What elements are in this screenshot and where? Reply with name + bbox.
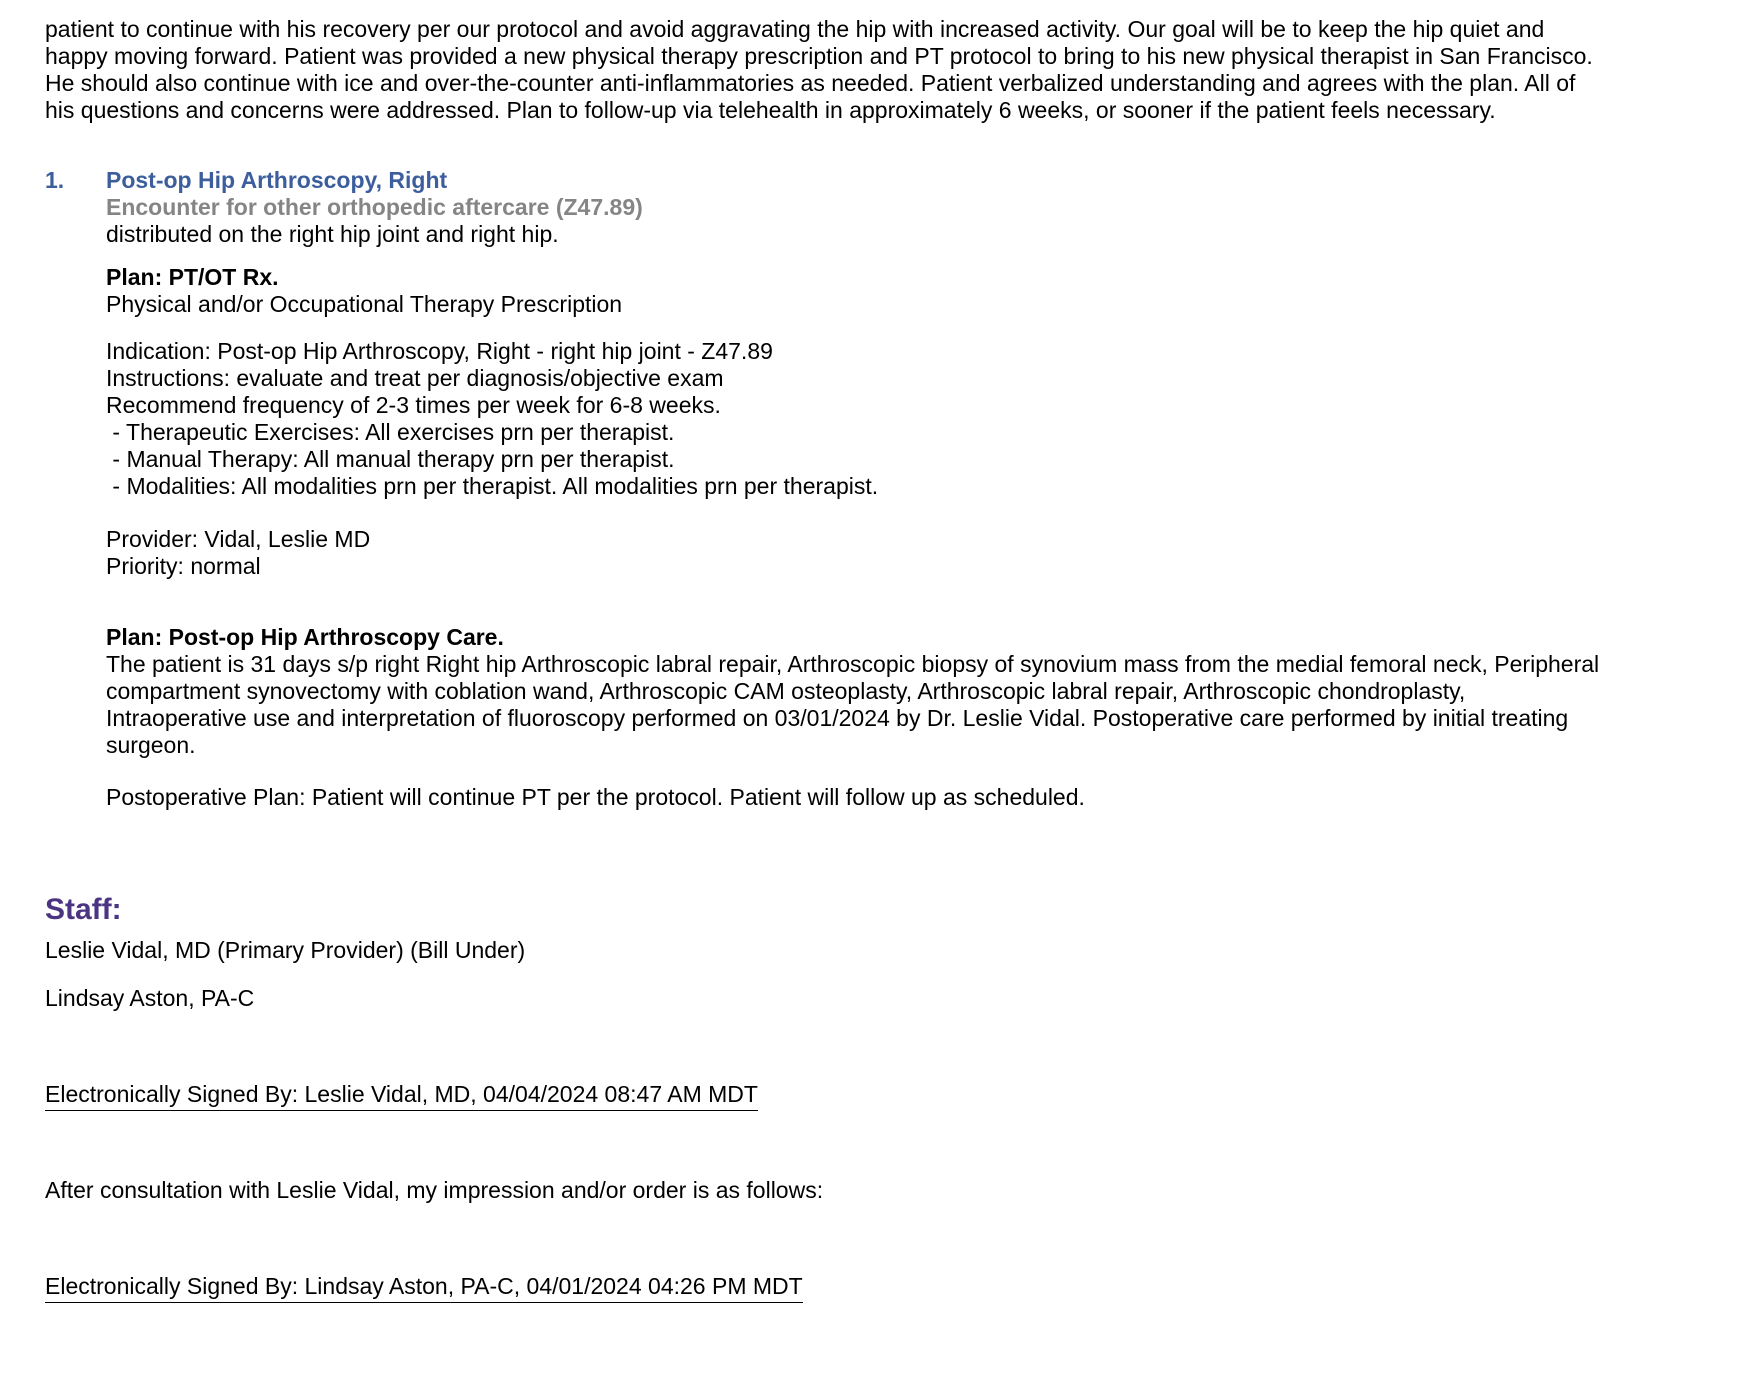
plan-pt-heading: Plan: PT/OT Rx. <box>106 264 279 290</box>
plan-pt-indication: Indication: Post-op Hip Arthroscopy, Right - right hip joint - Z47.89 <box>106 338 773 364</box>
intro-line: He should also continue with ice and over-the-counter anti-inflammatories as needed. Patient verbalized understanding and agrees with the plan. All of <box>45 70 1576 96</box>
plan-postop-heading: Plan: Post-op Hip Arthroscopy Care. <box>106 624 504 650</box>
problem-distribution: distributed on the right hip joint and right hip. <box>106 221 559 247</box>
intro-paragraph <box>45 16 1725 124</box>
staff-heading: Staff: <box>45 893 122 926</box>
plan-postop-text: The patient is 31 days s/p right Right hip Arthroscopic labral repair, Arthroscopic biopsy of synovium mass from the medial femoral neck, Peripheral <box>106 651 1600 677</box>
problem-number: 1. <box>45 167 65 193</box>
intro-line: happy moving forward. Patient was provided a new physical therapy prescription and PT protocol to bring to his new physical therapist in San Francisco. <box>45 43 1593 69</box>
postoperative-plan: Postoperative Plan: Patient will continue PT per the protocol. Patient will follow up as scheduled. <box>106 784 1085 810</box>
plan-pt-item: - Manual Therapy: All manual therapy prn per therapist. <box>106 446 675 472</box>
plan-postop-text: surgeon. <box>106 732 196 758</box>
plan-pt-item: - Therapeutic Exercises: All exercises prn per therapist. <box>106 419 675 445</box>
staff-member: Lindsay Aston, PA-C <box>45 985 255 1011</box>
problem-diagnosis-code: Encounter for other orthopedic aftercare (Z47.89) <box>106 194 643 220</box>
staff-member: Leslie Vidal, MD (Primary Provider) (Bill Under) <box>45 937 526 963</box>
plan-pt-name: Physical and/or Occupational Therapy Prescription <box>106 291 623 317</box>
plan-pt-provider: Provider: Vidal, Leslie MD <box>106 526 371 552</box>
plan-pt-instructions: Instructions: evaluate and treat per diagnosis/objective exam <box>106 365 724 391</box>
problem-title: Post-op Hip Arthroscopy, Right <box>106 167 448 193</box>
plan-pt-priority: Priority: normal <box>106 553 261 579</box>
signature-vidal: Electronically Signed By: Leslie Vidal, MD, 04/04/2024 08:47 AM MDT <box>45 1081 758 1111</box>
intro-line: patient to continue with his recovery per our protocol and avoid aggravating the hip with increased activity. Our goal will be to keep the hip quiet and <box>45 16 1545 42</box>
signature-aston: Electronically Signed By: Lindsay Aston, PA-C, 04/01/2024 04:26 PM MDT <box>45 1273 803 1303</box>
intro-line: his questions and concerns were addressed. Plan to follow-up via telehealth in approximately 6 weeks, or sooner if the patient feels necessary. <box>45 97 1496 123</box>
plan-pt-item: - Modalities: All modalities prn per therapist. All modalities prn per therapist. <box>106 473 879 499</box>
problem-body <box>106 167 1736 811</box>
plan-pt-frequency: Recommend frequency of 2-3 times per week for 6-8 weeks. <box>106 392 721 418</box>
consultation-statement: After consultation with Leslie Vidal, my impression and/or order is as follows: <box>45 1177 824 1203</box>
plan-postop-text: compartment synovectomy with coblation wand, Arthroscopic CAM osteoplasty, Arthroscopic labral repair, Arthroscopic chondroplasty, <box>106 678 1466 704</box>
plan-postop-text: Intraoperative use and interpretation of fluoroscopy performed on 03/01/2024 by Dr. Leslie Vidal. Postoperative care performed by initial treating <box>106 705 1569 731</box>
